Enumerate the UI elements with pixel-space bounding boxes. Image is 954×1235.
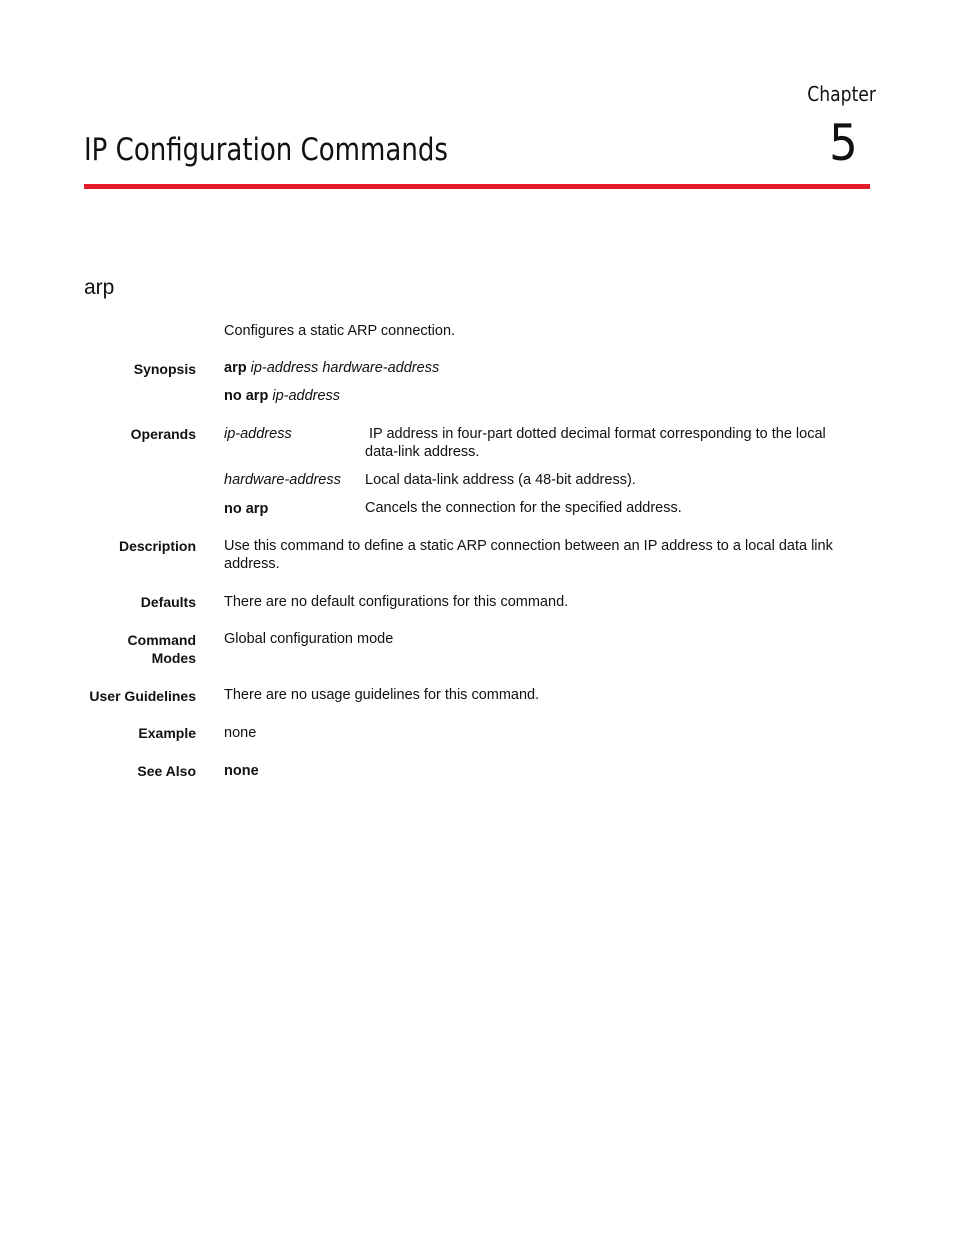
operand-name-no-arp: no arp [224, 501, 269, 517]
synopsis-line-2 [224, 387, 340, 405]
synopsis-args-2: ip-address [272, 388, 341, 404]
description-text: Use this command to define a static ARP connection between an IP address to a local data link address. [224, 538, 833, 572]
user-guidelines-text: There are no usage guidelines for this command. [224, 687, 540, 703]
command-modes-label-line-1: Command [127, 632, 196, 648]
section-summary: Configures a static ARP connection. [224, 323, 456, 339]
synopsis-line-1 [224, 359, 439, 377]
command-modes-label [128, 631, 196, 667]
command-modes-text: Global configuration mode [224, 631, 394, 647]
see-also-label: See Also [137, 763, 196, 779]
command-modes-label-line-2: Modes [151, 650, 196, 666]
chapter-number: 5 [829, 114, 858, 172]
synopsis-args-1: ip-address hardware-address [250, 360, 440, 376]
example-text: none [224, 725, 257, 741]
operand-desc-no-arp: Cancels the connection for the specified address. [365, 500, 682, 516]
section-title: arp [84, 276, 115, 299]
synopsis-label: Synopsis [133, 361, 196, 377]
description-label: Description [118, 538, 196, 554]
operand-desc-ip-address: IP address in four-part dotted decimal format corresponding to the local data-link address. [365, 426, 826, 460]
operands-label: Operands [130, 426, 196, 442]
operand-name-ip-address: ip-address [224, 426, 292, 442]
defaults-label: Defaults [140, 594, 196, 610]
operand-name-hardware-address: hardware-address [224, 472, 341, 488]
chapter-label: Chapter [807, 82, 876, 106]
chapter-rule [84, 184, 870, 189]
chapter-title: IP Configuration Commands [84, 132, 448, 168]
operand-desc-hardware-address: Local data-link address (a 48-bit address). [365, 472, 636, 488]
defaults-text: There are no default configurations for this command. [224, 594, 569, 610]
synopsis-cmd-2: no arp [224, 388, 269, 404]
see-also-text: none [224, 763, 259, 779]
user-guidelines-label: User Guidelines [89, 688, 196, 704]
example-label: Example [138, 725, 196, 741]
synopsis-cmd-1: arp [224, 360, 247, 376]
